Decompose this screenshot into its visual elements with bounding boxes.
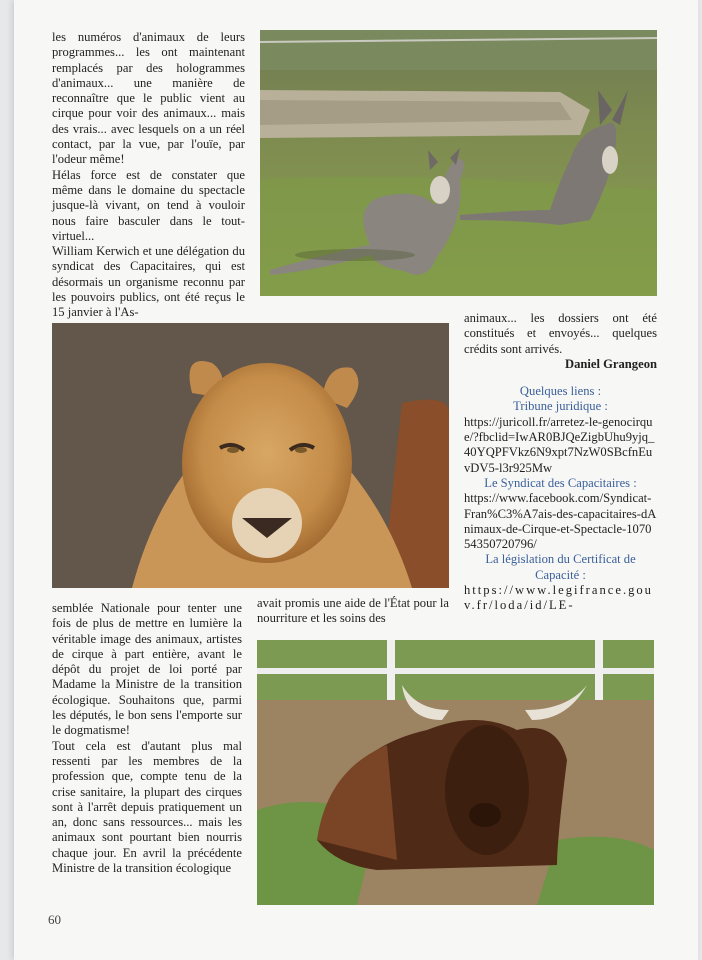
column-1-top-text [52,30,245,321]
paragraph: animaux... les dossiers ont été constitués et envoyés... quelques crédits sont arrivés. [464,311,657,356]
links-heading: Quelques liens : [519,384,602,399]
paragraph: William Kerwich et une délégation du syndicat des Capacitaires, qui est désormais un organisme reconnu par les pouvoirs publics, ont été reçus le 15 janvier à l'As- [52,244,245,320]
link-label-tribune: Tribune juridique : [513,399,608,414]
page-number: 60 [48,912,61,927]
link-label-legislation: La législation du Certificat de Capacité : [485,552,636,582]
column-3-text [464,311,657,614]
link-label-syndicat: Le Syndicat des Capacitaires : [484,475,637,490]
column-1-bottom-text [52,601,242,876]
paragraph: semblée Nationale pour tenter une fois de plus de mettre en lumière la véritable image des animaux, artistes de cirque à part entière, avant le dépôt du projet de loi porté par Madame la Ministre de la transition écologique. Souhaitons que, parmi les députés, le bon sens l'emporte sur le dogmatisme! [52,601,242,738]
paragraph: les numéros d'animaux de leurs programmes... les ont maintenant remplacés par des hologrammes d'animaux... une manière de reconnaître que le public vient au cirque pour voir des animaux... mais des vrais... avec lesquels on a un réel contact, par la vue, par l'ouïe, par l'odeur même! [52,30,245,167]
bison-photo [257,640,654,905]
link-legifrance[interactable]: https://www.legifrance.gouv.fr/loda/id/LE- [464,583,653,613]
author-signature: Daniel Grangeon [564,356,657,371]
lioness-photo [52,323,449,588]
paragraph: avait promis une aide de l'État pour la nourriture et les soins des [257,596,449,626]
link-syndicat-facebook[interactable]: https://www.facebook.com/Syndicat-Fran%C3%A7ais-des-capacitaires-dAnimaux-de-Cirque-et-Spectacle-107054350720796/ [464,491,657,552]
link-tribune-juridique[interactable]: https://juricoll.fr/arretez-le-genocirque/?fbclid=IwAR0BJQeZigbUhu9yjq_40YQPFVkz6N9xpt7NzW0SBcfnEuvDV5-l3r925Mw [464,414,655,475]
column-2-bottom-text [257,596,449,627]
wallabies-photo [260,30,657,296]
paragraph: Hélas force est de constater que même dans le domaine du spectacle jusque-là vivant, on tend à vouloir nous faire basculer dans le tout-virtuel... [52,167,245,243]
paragraph: Tout cela est d'autant plus mal ressenti par les membres de la profession que, compte tenu de la crise sanitaire, la plupart des cirques sont à l'arrêt depuis pratiquement un an, donc sans ressources... mais les animaux sont pourtant bien nourris chaque jour. En avril la précédente Ministre de la transition écologique [52,738,242,876]
